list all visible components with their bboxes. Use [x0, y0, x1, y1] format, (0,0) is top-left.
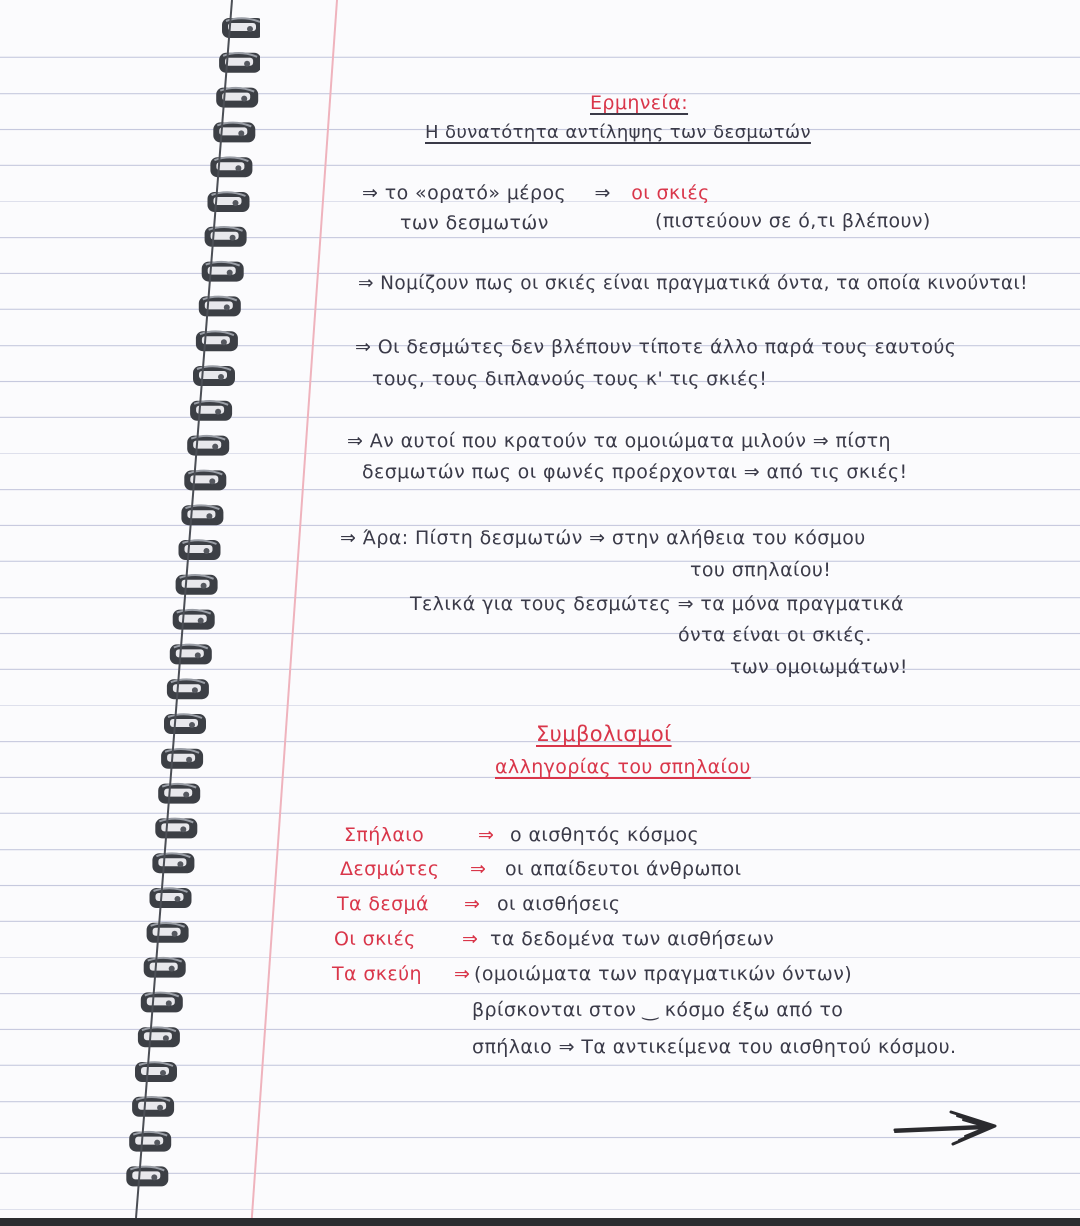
block1-line1-text: ⇒ το «ορατό» μέρος	[362, 182, 567, 204]
symbol-term-4: Οι σκιές	[334, 928, 416, 950]
spiral-ring	[205, 227, 247, 247]
spiral-ring	[150, 888, 192, 908]
spiral-ring	[173, 610, 215, 630]
spiral-ring	[167, 679, 209, 699]
spiral-ring	[161, 749, 203, 769]
block1-shadows: οι σκιές	[631, 182, 710, 204]
spiral-ring	[210, 157, 252, 177]
binding-wire	[136, 0, 232, 1218]
spiral-ring	[184, 470, 226, 490]
spiral-ring	[219, 53, 260, 73]
symbol-arrow-1: ⇒	[478, 824, 495, 846]
spiral-ring	[147, 923, 189, 943]
block2-line: ⇒ Νομίζουν πως οι σκιές είναι πραγματικά όντα, τα οποία κινούνται!	[358, 273, 1028, 294]
block1-line2: των δεσμωτών	[400, 212, 549, 234]
spiral-ring	[158, 784, 200, 804]
symbol-term-5: Τα σκεύη	[332, 963, 422, 985]
spiral-ring	[138, 1027, 180, 1047]
margin-line	[251, 0, 338, 1218]
spiral-binding-icon	[0, 0, 260, 1218]
block5-line5: των ομοιωμάτων!	[730, 656, 908, 678]
symbol-arrow-2: ⇒	[470, 858, 487, 880]
spiral-ring	[170, 644, 212, 664]
block5-line1: ⇒ Άρα: Πίστη δεσμωτών ⇒ στην αλήθεια του κόσμου	[340, 527, 866, 549]
spiral-ring	[190, 401, 232, 421]
spiral-ring	[135, 1062, 177, 1082]
spiral-ring	[129, 1132, 171, 1152]
spiral-ring	[202, 262, 244, 282]
spiral-ring	[126, 1166, 168, 1186]
symbol-arrow-3: ⇒	[464, 893, 481, 915]
spiral-ring	[208, 192, 250, 212]
page-title: Ερμηνεία:	[590, 92, 689, 114]
spiral-ring	[193, 366, 235, 386]
block5-line2: του σπηλαίου!	[690, 559, 832, 581]
spiral-ring	[152, 853, 194, 873]
spiral-ring	[176, 575, 218, 595]
symbol-meaning-3: οι αισθήσεις	[497, 893, 621, 915]
block1-arrow: ⇒	[594, 182, 611, 204]
spiral-ring	[164, 714, 206, 734]
spiral-ring	[141, 992, 183, 1012]
block5-line3: Τελικά για τους δεσμώτες ⇒ τα μόνα πραγματικά	[410, 593, 904, 615]
spiral-ring	[199, 296, 241, 316]
symbol-meaning-5: (ομοιώματα των πραγματικών όντων)	[474, 963, 853, 985]
block3-line1: ⇒ Οι δεσμώτες δεν βλέπουν τίποτε άλλο παρά τους εαυτούς	[355, 336, 957, 358]
section2-title: Συμβολισμοί	[536, 722, 672, 746]
symbol-term-3: Τα δεσμά	[337, 893, 429, 915]
spiral-ring	[196, 331, 238, 351]
symbol-meaning-2: οι απαίδευτοι άνθρωποι	[505, 858, 742, 880]
symbol-meaning-1: ο αισθητός κόσμος	[510, 824, 700, 846]
block3-line2: τους, τους διπλανούς τους κ' τις σκιές!	[372, 368, 768, 390]
symbol-arrow-4: ⇒	[462, 928, 479, 950]
section2-subtitle: αλληγορίας του σπηλαίου	[495, 756, 751, 778]
spiral-ring	[187, 436, 229, 456]
spiral-ring	[213, 122, 255, 142]
block5-line4: όντα είναι οι σκιές.	[678, 624, 872, 646]
symbols-cont-line2: σπήλαιο ⇒ Τα αντικείμενα του αισθητού κόσμου.	[472, 1036, 957, 1058]
symbol-term-1: Σπήλαιο	[344, 824, 425, 846]
spiral-ring	[155, 818, 197, 838]
block1-line1	[362, 182, 710, 204]
spiral-ring	[216, 88, 258, 108]
block4-line2: δεσμωτών πως οι φωνές προέρχονται ⇒ από τις σκιές!	[362, 461, 908, 483]
spiral-ring	[144, 958, 186, 978]
arrow-right-icon	[893, 1108, 1003, 1148]
spiral-ring	[132, 1097, 174, 1117]
symbol-meaning-4: τα δεδομένα των αισθήσεων	[490, 928, 775, 950]
symbol-arrow-5: ⇒	[454, 963, 471, 985]
block4-line1: ⇒ Αν αυτοί που κρατούν τα ομοιώματα μιλούν ⇒ πίστη	[347, 430, 891, 452]
spiral-ring	[179, 540, 221, 560]
block1-paren: (πιστεύουν σε ό,τι βλέπουν)	[655, 210, 931, 232]
symbol-term-2: Δεσμώτες	[340, 858, 440, 880]
symbols-cont-line1: βρίσκονται στον ‿ κόσμο έξω από το	[472, 999, 844, 1021]
spiral-ring	[222, 18, 260, 38]
spiral-ring	[181, 505, 223, 525]
page-subtitle: Η δυνατότητα αντίληψης των δεσμωτών	[425, 122, 811, 143]
